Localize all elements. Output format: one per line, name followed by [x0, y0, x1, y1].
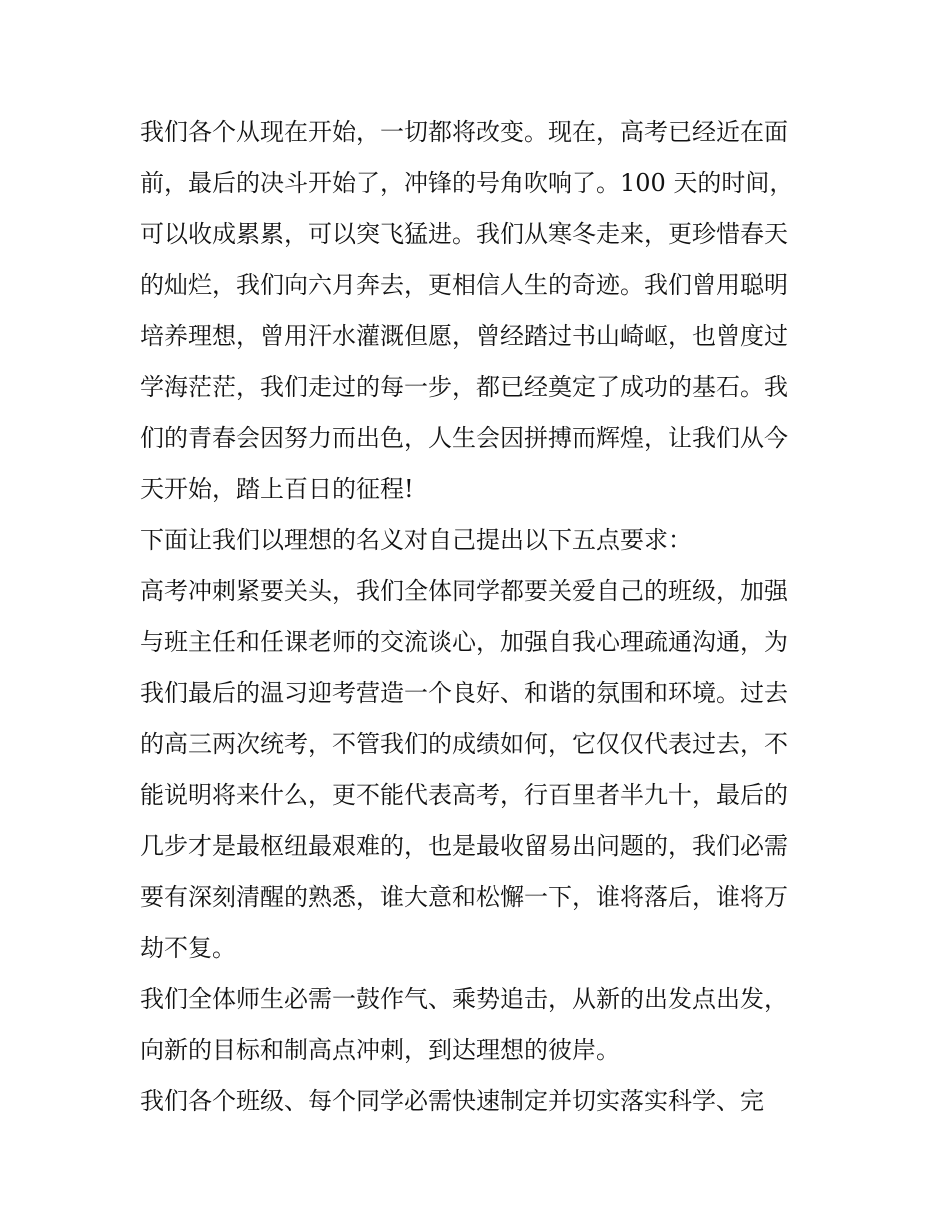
text-line: 我们最后的温习迎考营造一个良好、和谐的氛围和环境。过去 — [140, 679, 788, 707]
text-line: 与班主任和任课老师的交流谈心，加强自我心理疏通沟通，为 — [140, 628, 788, 656]
text-line: 我们各个从现在开始，一切都将改变。现在，高考已经近在面 — [140, 118, 788, 146]
text-line: 培养理想，曾用汗水灌溉但愿，曾经踏过书山崎岖，也曾度过 — [140, 322, 788, 350]
text-line: 学海茫茫，我们走过的每一步，都已经奠定了成功的基石。我 — [140, 373, 788, 401]
text-line: 下面让我们以理想的名义对自己提出以下五点要求： — [140, 526, 692, 554]
text-line: 我们全体师生必需一鼓作气、乘势追击，从新的出发点出发， — [140, 985, 788, 1013]
document-body — [140, 107, 820, 1127]
text-line: 前，最后的决斗开始了，冲锋的号角吹响了。100 天的时间， — [140, 169, 794, 197]
text-line: 几步才是最枢纽最艰难的，也是最收留易出问题的，我们必需 — [140, 832, 788, 860]
text-line: 向新的目标和制高点冲刺，到达理想的彼岸。 — [140, 1036, 620, 1064]
text-line: 的高三两次统考，不管我们的成绩如何，它仅仅代表过去，不 — [140, 730, 788, 758]
text-line: 天开始，踏上百日的征程! — [140, 475, 414, 503]
text-line: 劫不复。 — [140, 934, 236, 962]
paragraph-5 — [140, 1076, 820, 1127]
text-line: 能说明将来什么，更不能代表高考，行百里者半九十，最后的 — [140, 781, 788, 809]
text-line: 可以收成累累，可以突飞猛进。我们从寒冬走来，更珍惜春天 — [140, 220, 788, 248]
text-line: 我们各个班级、每个同学必需快速制定并切实落实科学、完 — [140, 1087, 764, 1115]
text-line: 的灿烂，我们向六月奔去，更相信人生的奇迹。我们曾用聪明 — [140, 271, 788, 299]
text-line: 要有深刻清醒的熟悉，谁大意和松懈一下，谁将落后，谁将万 — [140, 883, 788, 911]
paragraph-4 — [140, 974, 820, 1076]
text-line: 高考冲刺紧要关头，我们全体同学都要关爱自己的班级，加强 — [140, 577, 788, 605]
paragraph-1 — [140, 107, 820, 515]
paragraph-3 — [140, 566, 820, 974]
paragraph-2 — [140, 515, 820, 566]
text-line: 们的青春会因努力而出色，人生会因拼搏而辉煌，让我们从今 — [140, 424, 788, 452]
